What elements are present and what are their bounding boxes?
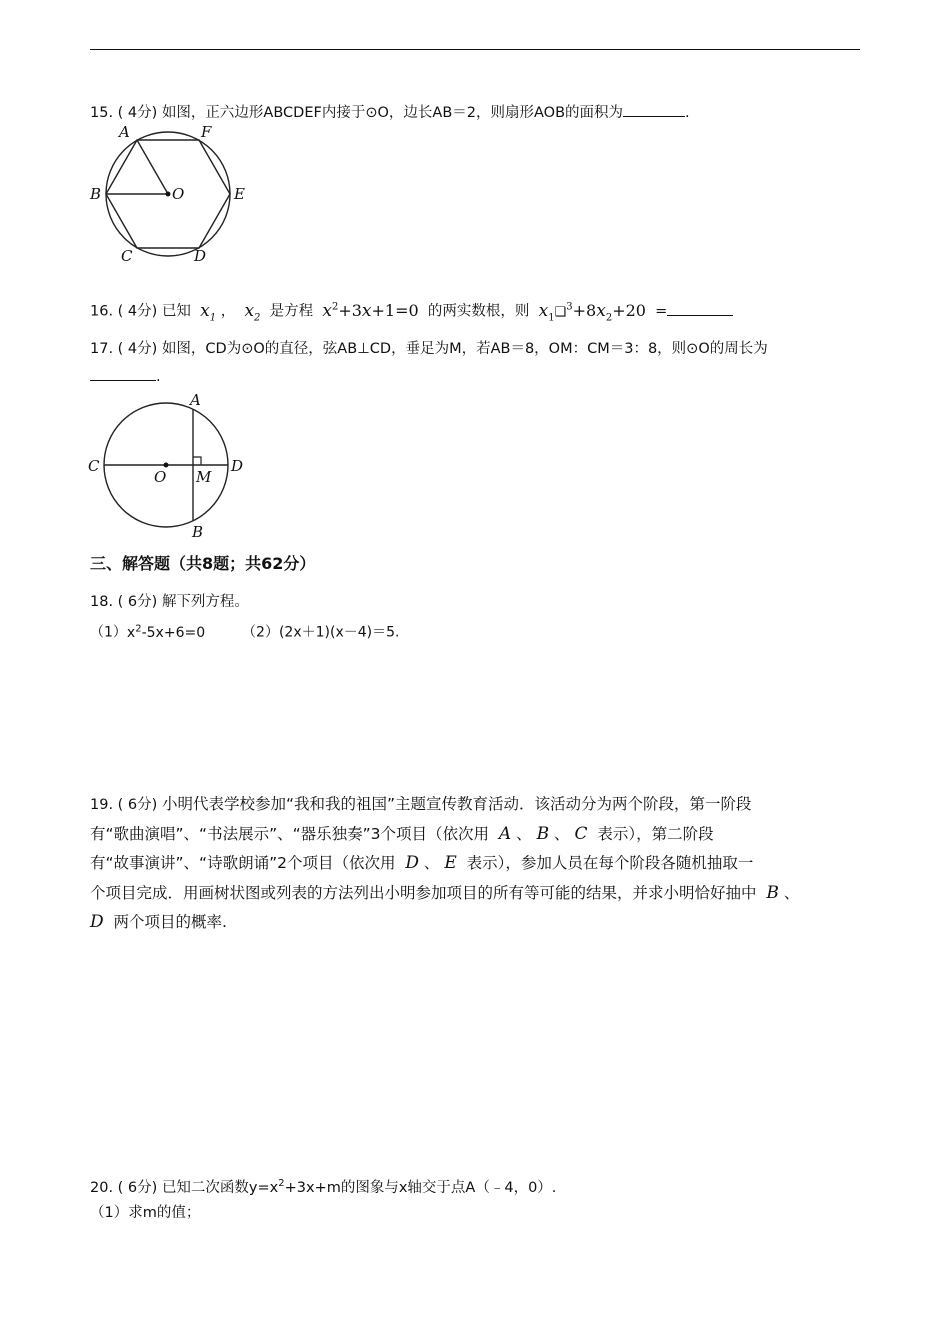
q18-part1-label: （1） <box>90 624 127 641</box>
label-B: B <box>90 185 102 203</box>
q15-text: 如图，正六边形ABCDEF内接于⊙O，边长AB＝2，则扇形AOB的面积为 <box>161 105 624 121</box>
question-19 <box>90 794 752 815</box>
q16-text-2: 是方程 <box>269 303 314 320</box>
question-18-parts <box>90 619 399 643</box>
q19-line-4a: 个项目完成．用画树状图或列表的方法列出小明参加项目的所有等可能的结果，并求小明恰好抽中 <box>90 884 757 902</box>
q19-number: 19. ( 6分) <box>90 797 162 813</box>
q16-x1: $x_1$ <box>200 300 217 324</box>
q19-var-e: E <box>444 853 457 873</box>
center-point <box>166 192 171 197</box>
q19-var-c: C <box>574 824 588 844</box>
q19-line-5b: 两个项目的概率. <box>113 913 227 931</box>
question-19-line-5 <box>90 912 227 932</box>
question-17 <box>90 339 768 359</box>
q20-part1: （1）求m的值； <box>90 1205 201 1221</box>
header-rule <box>90 49 860 50</box>
label-E: E <box>234 185 245 203</box>
q19-sep-3: 、 <box>423 854 440 872</box>
label-D: D <box>194 247 207 265</box>
question-18 <box>90 592 249 612</box>
q18-part2-label: （2） <box>242 624 279 641</box>
section-heading: 三、解答题（共8题；共62分） <box>90 554 316 573</box>
q18-part2: (2x＋1)(x－4)＝5. <box>278 624 400 641</box>
q19-line-3a: 有“故事演讲”、“诗歌朗诵”2个项目（依次用 <box>90 854 396 872</box>
q16-text-1: 已知 <box>161 303 191 320</box>
label-B: B <box>192 523 204 541</box>
q20-text-1: 已知二次函数y=x <box>161 1179 279 1196</box>
q15-number: 15. ( 4分) <box>90 105 162 121</box>
q18-part1: $x^2-5x+6=0$ <box>126 623 206 641</box>
q18-text: 解下列方程。 <box>161 594 249 610</box>
q17-end: . <box>156 369 161 385</box>
circle-chord-figure <box>88 390 254 540</box>
label-O: O <box>172 185 185 203</box>
q19-var-b: B <box>536 824 550 844</box>
label-D: D <box>231 457 244 475</box>
q19-sep-4: 、 <box>783 884 800 902</box>
q16-equals: = <box>655 303 668 320</box>
q19-var-a: A <box>498 824 512 844</box>
question-20-part-1 <box>90 1203 200 1223</box>
right-angle-mark <box>193 457 201 465</box>
q19-var-d: D <box>405 853 419 873</box>
question-16 <box>90 297 733 328</box>
q17-number: 17. ( 4分) <box>90 341 162 357</box>
q18-number: 18. ( 6分) <box>90 594 162 610</box>
q15-end: . <box>685 105 690 121</box>
q16-equation: $x^2+3x+1=0$ <box>322 300 419 321</box>
question-19-line-2 <box>90 824 714 844</box>
q16-answer-blank[interactable] <box>667 301 733 316</box>
q19-var-d-2: D <box>90 912 104 932</box>
q16-x2: $x_2$ <box>244 300 261 324</box>
q19-line-2a: 有“歌曲演唱”、“书法展示”、“器乐独奏”3个项目（依次用 <box>90 825 490 843</box>
label-A: A <box>119 123 130 141</box>
q16-text-3: 的两实数根，则 <box>427 303 530 320</box>
center-point <box>164 463 169 468</box>
question-19-line-4 <box>90 883 799 903</box>
q19-var-b-2: B <box>766 883 779 903</box>
question-19-line-3 <box>90 853 753 873</box>
q19-sep-1: 、 <box>516 825 532 843</box>
q19-line-2b: 表示），第二阶段 <box>597 825 714 843</box>
label-C: C <box>88 457 100 475</box>
question-15 <box>90 102 690 123</box>
q20-number: 20. ( 6分) <box>90 1179 162 1196</box>
q19-line-1: 小明代表学校参加“我和我的祖国”主题宣传教育活动．该活动分为两个阶段，第一阶段 <box>161 795 752 813</box>
label-A: A <box>190 391 201 409</box>
question-17-continued <box>90 366 161 387</box>
q16-comma: ， <box>220 303 236 320</box>
q20-sup: 2 <box>278 1178 285 1189</box>
label-F: F <box>201 123 212 141</box>
label-O: O <box>154 468 167 486</box>
q20-text-2: +3x+m的图象与x轴交于点A（﹣4，0）. <box>284 1179 557 1196</box>
q17-text: 如图，CD为⊙O的直径，弦AB⊥CD，垂足为M，若AB＝8，OM：CM＝3：8，则⊙O的周长为 <box>161 341 768 357</box>
q16-number: 16. ( 4分) <box>90 303 162 320</box>
label-C: C <box>121 247 133 265</box>
q19-sep-2: 、 <box>554 825 570 843</box>
q19-line-3b: 表示），参加人员在每个阶段各随机抽取一 <box>466 854 754 872</box>
label-M: M <box>196 468 212 486</box>
hexagon-figure <box>88 124 254 266</box>
q16-expression: $x_1❑^3+8x_2+20$ <box>538 300 646 324</box>
q17-answer-blank[interactable] <box>90 366 156 381</box>
radius-oa <box>137 140 168 194</box>
q15-answer-blank[interactable] <box>623 102 685 117</box>
question-20 <box>90 1174 556 1198</box>
